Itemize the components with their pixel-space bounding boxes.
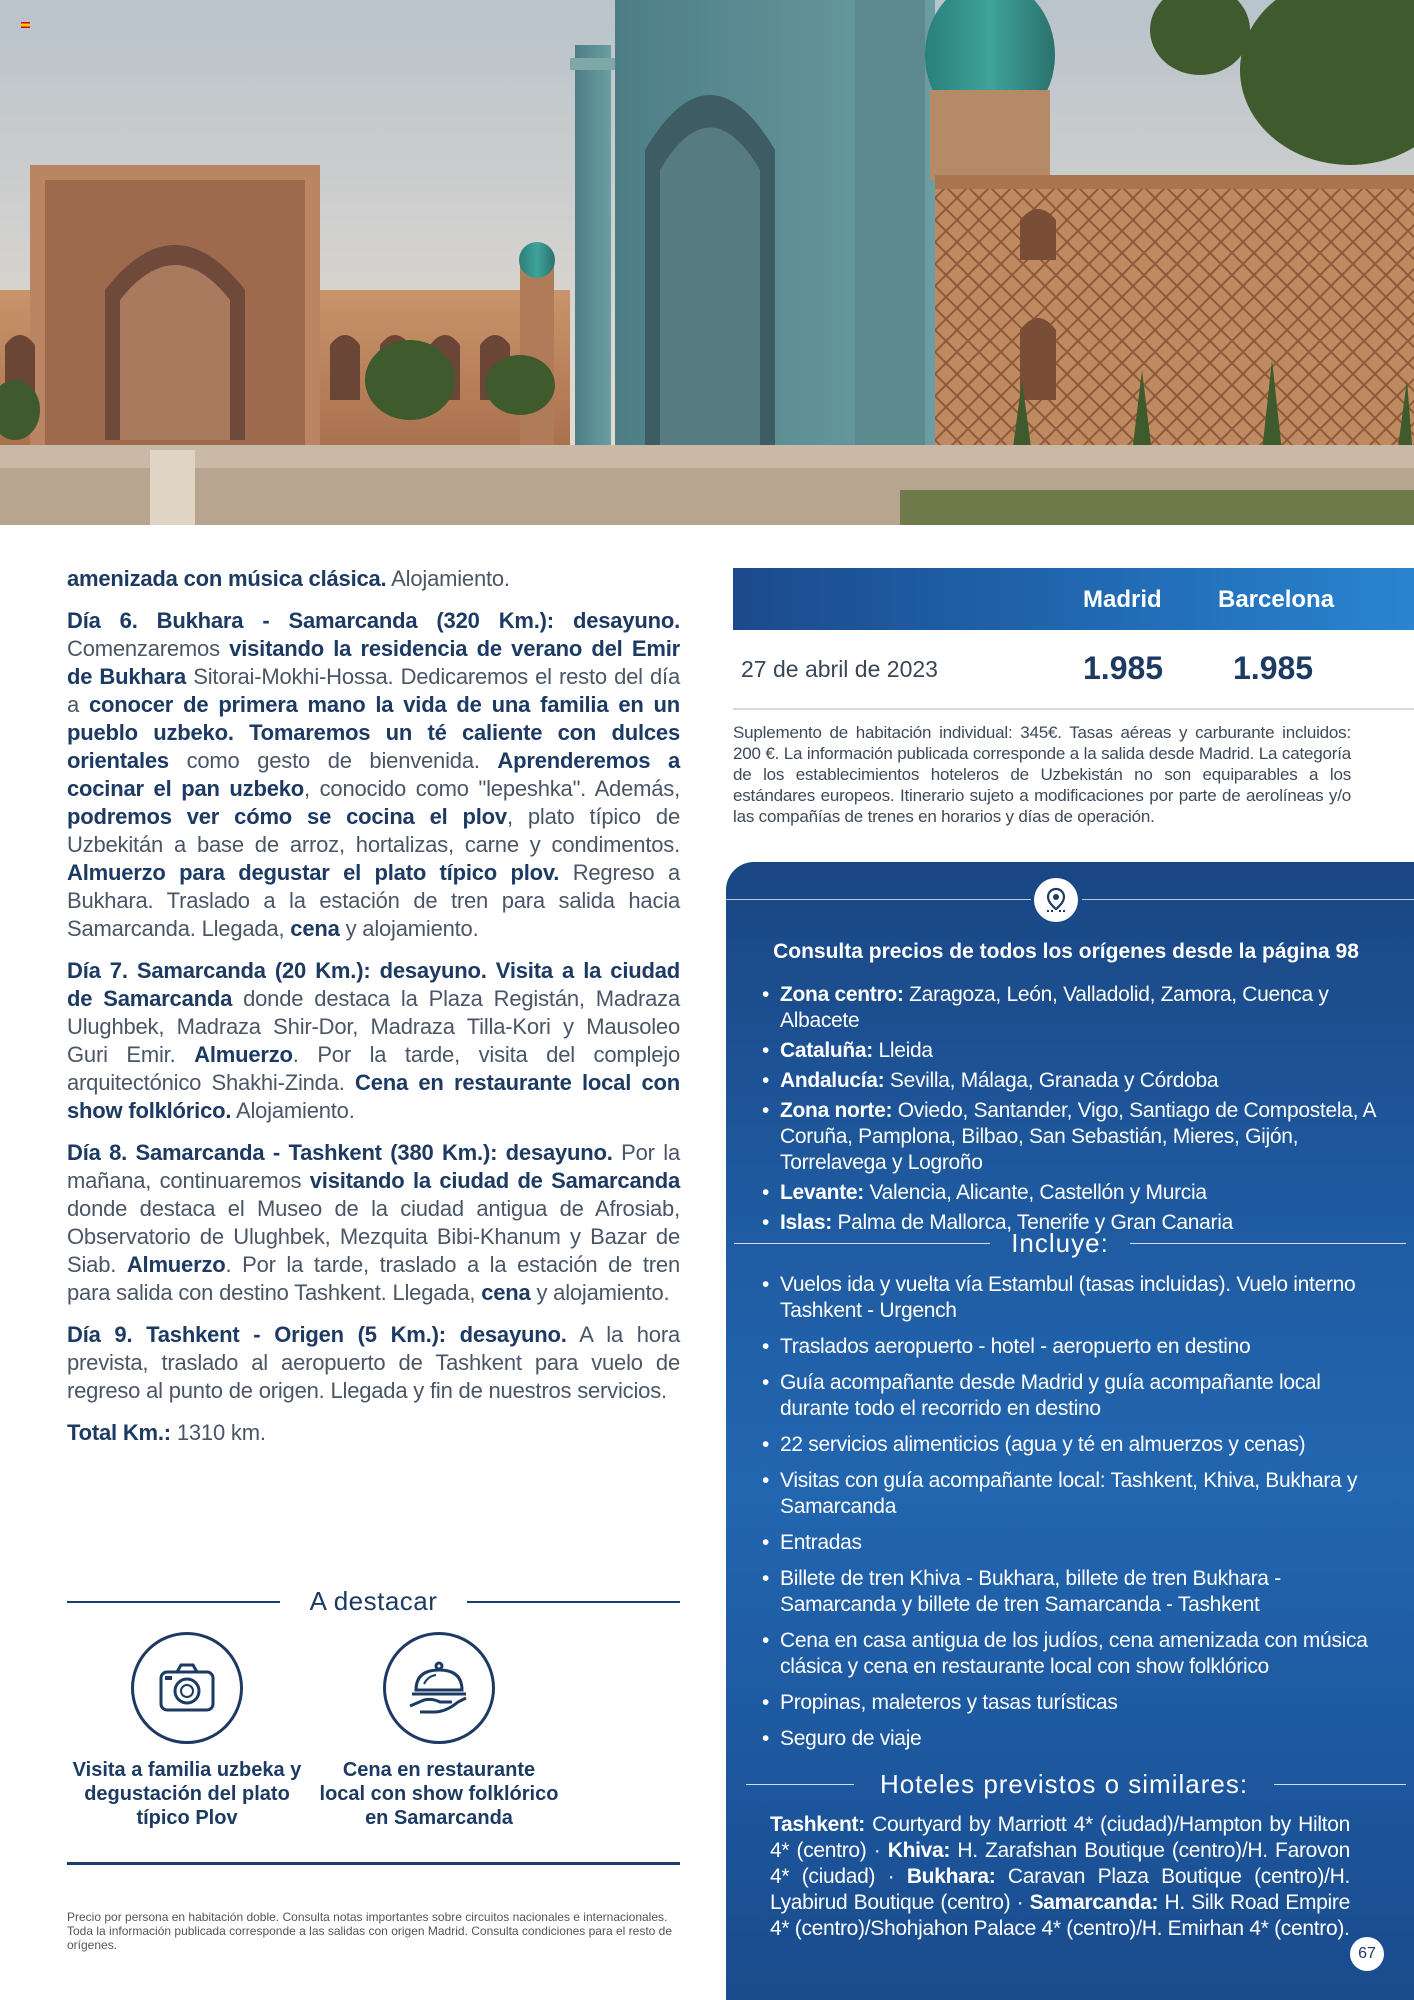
hotel-city: Bukhara: <box>906 1865 996 1888</box>
zone-cities: Valencia, Alicante, Castellón y Murcia <box>863 1181 1207 1204</box>
zone-label: Zona norte: <box>780 1099 893 1122</box>
divider <box>746 1784 854 1785</box>
bold-text: Aprenderemos a cocinar el pan uzbeko <box>67 748 680 801</box>
divider <box>1130 1243 1406 1244</box>
text: como gesto de bienvenida. <box>168 748 498 773</box>
highlight-item <box>319 1632 559 1830</box>
highlights-title: A destacar <box>309 1586 438 1616</box>
hotel-names: Courtyard by Marriott 4* (ciudad)/Hampton by Hilton 4* (centro) · <box>770 1813 1350 1862</box>
spain-flag-icon <box>21 22 30 28</box>
list-item: • 22 servicios alimenticios (agua y té en almuerzos y cenas) <box>762 1432 1382 1458</box>
bold-text: visitando la residencia de verano del Emir de Bukhara <box>67 636 680 689</box>
highlight-icon-circle <box>383 1632 495 1744</box>
incluye-header <box>726 1228 1414 1258</box>
text: donde destaca la Plaza Registán, Madraza Ulughbek, Madraza Shir-Dor, Madraza Tilla-Kori y Mausoleo Guri Emir. <box>67 986 680 1067</box>
price-madrid: 1.985 <box>1083 650 1164 686</box>
day-heading: Día 7. Samarcanda (20 Km.): desayuno. Visita a la ciudad de Samarcanda <box>67 958 680 1011</box>
itinerary-day9 <box>67 1321 680 1405</box>
camera-icon <box>155 1656 219 1720</box>
origins-list <box>762 982 1382 1240</box>
divider <box>67 1862 680 1865</box>
zone-cities: Oviedo, Santander, Vigo, Santiago de Compostela, A Coruña, Pamplona, Bilbao, San Sebastián, Mieres, Gijón, Torrelavega y Logroño <box>780 1099 1376 1174</box>
list-item <box>762 1068 1382 1094</box>
total-km-value: 1310 km. <box>170 1420 266 1445</box>
day-heading: Día 6. Bukhara - Samarcanda (320 Km.): desayuno. <box>67 608 680 633</box>
bold-text: conocer de primera mano la vida de una familia en un pueblo uzbeko. Tomaremos un té caliente con dulces orientales <box>67 692 681 773</box>
highlight-caption: Visita a familia uzbeka y degustación del plato típico Plov <box>72 1759 302 1829</box>
table-row <box>733 630 1414 710</box>
bold-text: Cena en restaurante local con show folklórico. <box>67 1070 680 1123</box>
list-item: • Guía acompañante desde Madrid y guía acompañante local durante todo el recorrido en destino <box>762 1370 1382 1422</box>
highlight-item <box>67 1632 307 1830</box>
zone-label: Zona centro: <box>780 983 904 1006</box>
info-panel <box>726 862 1414 2000</box>
divider <box>467 1601 680 1603</box>
itinerary-text <box>67 565 680 1461</box>
column-header-barcelona: Barcelona <box>1218 586 1335 613</box>
divider <box>67 1601 280 1603</box>
zone-label: Levante: <box>780 1181 864 1204</box>
hotel-city: Khiva: <box>887 1839 951 1862</box>
list-item <box>762 982 1382 1034</box>
list-item: • Visitas con guía acompañante local: Tashkent, Khiva, Bukhara y Samarcanda <box>762 1468 1382 1520</box>
text: Comenzaremos <box>67 636 230 661</box>
bold-text: visitando la ciudad de Samarcanda <box>309 1168 680 1193</box>
footnote: Precio por persona en habitación doble. Consulta notas importantes sobre circuitos nacionales e internacionales. Toda la información publicada corresponde a las salidas con origen Madrid. Consulta condiciones para el resto de orígenes. <box>67 1910 673 1952</box>
bold-text: amenizada con música clásica. <box>67 566 387 591</box>
list-item: • Propinas, maleteros y tasas turísticas <box>762 1690 1382 1716</box>
divider <box>734 1243 990 1244</box>
bold-text: Almuerzo <box>126 1252 226 1277</box>
list-item: • Entradas <box>762 1530 1382 1556</box>
zone-label: Cataluña: <box>780 1039 873 1062</box>
divider <box>1274 1784 1406 1785</box>
zone-cities: Zaragoza, León, Valladolid, Zamora, Cuenca y Albacete <box>780 983 1329 1032</box>
text: Alojamiento. <box>231 1098 355 1123</box>
hotel-names: H. Silk Road Empire 4* (centro)/Shohjahon Palace 4* (centro)/H. Emirhan 4* (centro). <box>770 1891 1350 1940</box>
price-notes: Suplemento de habitación individual: 345€. Tasas aéreas y carburante incluidos: 200 €. La información publicada corresponde a la salida desde Madrid. La categoría de los establecimientos hoteleros de Uzbekistán no son equiparables a los estándares europeos. Itinerario sujeto a modificaciones por parte de aerolíneas y/o las compañías de trenes en horarios y días de operación. <box>733 723 1351 826</box>
text: . Por la tarde, visita del complejo arquitectónico Shakhi-Zinda. <box>67 1042 680 1095</box>
registan-illustration <box>0 0 1414 525</box>
origins-heading: Consulta precios de todos los orígenes desde la página 98 <box>773 940 1359 963</box>
serving-cloche-icon <box>406 1656 472 1720</box>
bold-text: cena <box>481 1280 531 1305</box>
list-item <box>762 1098 1382 1176</box>
text: Por la mañana, continuaremos <box>67 1140 680 1193</box>
divider <box>1082 899 1414 900</box>
text: Sitorai-Mokhi-Hossa. Dedicaremos el resto del día a <box>67 664 680 717</box>
location-pin-icon <box>1043 887 1069 913</box>
list-item: • Billete de tren Khiva - Bukhara, billete de tren Bukhara - Samarcanda y billete de tren Samarcanda - Tashkent <box>762 1566 1382 1618</box>
text: Alojamiento. <box>386 566 510 591</box>
hero-photo-registan <box>0 0 1414 525</box>
column-header-madrid: Madrid <box>1083 586 1162 613</box>
hotel-city: Samarcanda: <box>1029 1891 1159 1914</box>
total-km-label: Total Km.: <box>67 1420 171 1445</box>
itinerary-day6 <box>67 607 680 943</box>
hoteles-header <box>726 1769 1414 1799</box>
text: , conocido como "lepeshka". Además, <box>304 776 680 801</box>
list-item: • Seguro de viaje <box>762 1726 1382 1752</box>
list-item: • Vuelos ida y vuelta vía Estambul (tasas incluidas). Vuelo interno Tashkent - Urgench <box>762 1272 1382 1324</box>
zone-label: Islas: <box>780 1211 832 1234</box>
text: y alojamiento. <box>339 916 479 941</box>
itinerary-day8 <box>67 1139 680 1307</box>
bold-text: podremos ver cómo se cocina el plov <box>67 804 507 829</box>
hotel-city: Tashkent: <box>770 1813 865 1836</box>
itinerary-day7 <box>67 957 680 1125</box>
list-item <box>762 1180 1382 1206</box>
text: . Por la tarde, traslado a la estación de tren para salida con destino Tashkent. Llegada, <box>67 1252 680 1305</box>
bold-text: Almuerzo <box>194 1042 293 1067</box>
highlight-caption: Cena en restaurante local con show folklórico en Samarcanda <box>319 1759 559 1829</box>
price-table-header <box>733 568 1414 630</box>
zone-cities: Palma de Mallorca, Tenerife y Gran Canaria <box>831 1211 1233 1234</box>
text: donde destaca el Museo de la ciudad antigua de Afrosiab, Observatorio de Ulughbek, Mezquita Bibi-Khanum y Bazar de Siab. <box>67 1196 680 1277</box>
bold-text: cena <box>290 916 340 941</box>
pin-badge <box>1034 878 1078 922</box>
zone-label: Andalucía: <box>780 1069 885 1092</box>
departure-date: 27 de abril de 2023 <box>741 656 938 682</box>
hoteles-title: Hoteles previstos o similares: <box>879 1769 1249 1799</box>
day-heading: Día 9. Tashkent - Origen (5 Km.): desayuno. <box>67 1322 567 1347</box>
incluye-list <box>762 1272 1382 1762</box>
itinerary-day5-end <box>67 565 680 593</box>
hotel-names: H. Zarafshan Boutique (centro)/H. Farovon 4* (ciudad) · <box>770 1839 1350 1888</box>
divider <box>726 899 1031 900</box>
zone-cities: Sevilla, Málaga, Granada y Córdoba <box>884 1069 1219 1092</box>
page-number: 67 <box>1350 1937 1384 1971</box>
day-heading: Día 8. Samarcanda - Tashkent (380 Km.): desayuno. <box>67 1140 613 1165</box>
price-barcelona: 1.985 <box>1233 650 1314 686</box>
hotels-list <box>770 1812 1350 1942</box>
text: Regreso a Bukhara. Traslado a la estación de tren para salida hacia Samarcanda. Llegada, <box>67 860 680 941</box>
text: , plato típico de Uzbekitán a base de arroz, hortalizas, carne y condimentos. <box>67 804 681 857</box>
highlights-section <box>67 1586 680 1870</box>
list-item: • Cena en casa antigua de los judíos, cena amenizada con música clásica y cena en restaurante local con show folklórico <box>762 1628 1382 1680</box>
total-km <box>67 1419 680 1447</box>
text: y alojamiento. <box>530 1280 670 1305</box>
bold-text: Almuerzo para degustar el plato típico plov. <box>67 860 560 885</box>
highlight-icon-circle <box>131 1632 243 1744</box>
price-table <box>733 568 1414 710</box>
incluye-title: Incluye: <box>1011 1228 1109 1258</box>
text: A la hora prevista, traslado al aeropuerto de Tashkent para vuelo de regreso al punto de origen. Llegada y fin de nuestros servicios. <box>67 1322 680 1403</box>
list-item <box>762 1038 1382 1064</box>
hotel-names: Caravan Plaza Boutique (centro)/H. Lyabirud Boutique (centro) · <box>770 1865 1350 1914</box>
list-item: • Traslados aeropuerto - hotel - aeropuerto en destino <box>762 1334 1382 1360</box>
zone-cities: Lleida <box>872 1039 933 1062</box>
